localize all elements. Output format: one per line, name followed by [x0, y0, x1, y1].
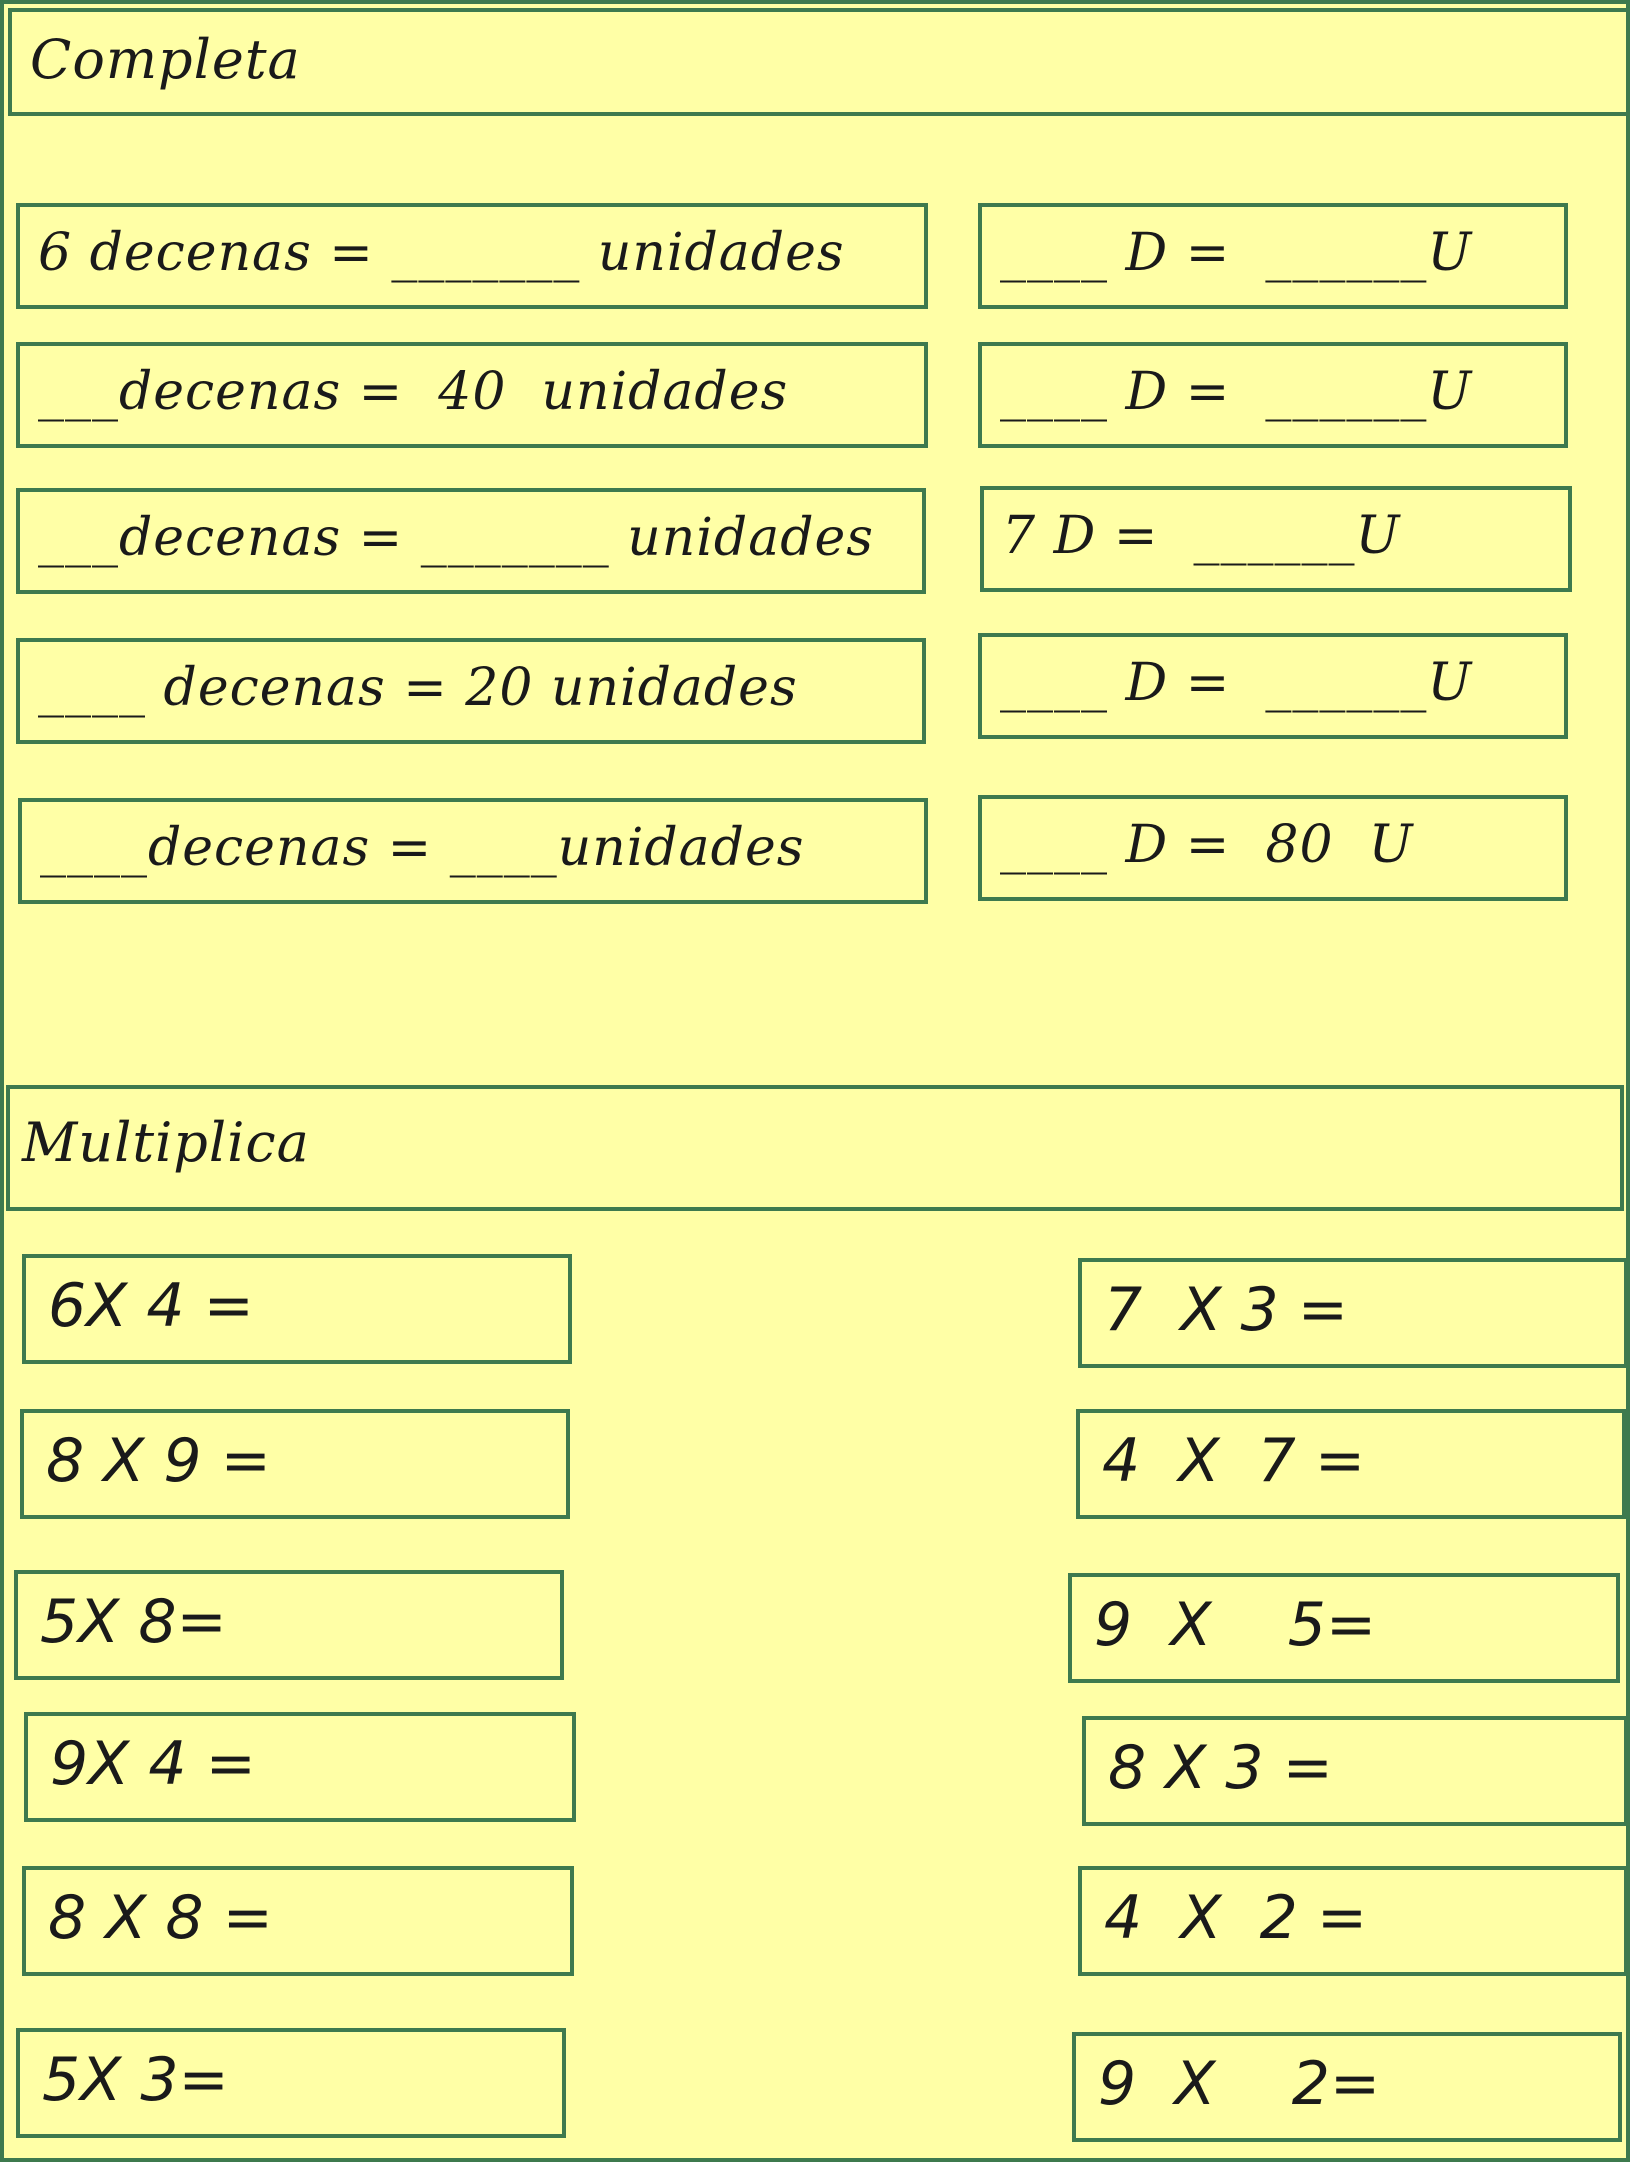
multiplication-exercise: 6X 4 = [22, 1254, 572, 1364]
multiplication-exercise: 7 X 3 = [1078, 1258, 1628, 1368]
completa-exercise: ___decenas = _______ unidades [16, 488, 926, 594]
multiplication-exercise: 8 X 3 = [1082, 1716, 1628, 1826]
multiplication-exercise: 9X 4 = [24, 1712, 576, 1822]
multiplication-exercise: 4 X 2 = [1078, 1866, 1628, 1976]
multiplication-exercise: 8 X 9 = [20, 1409, 570, 1519]
section-title-multiplica: Multiplica [22, 1111, 310, 1174]
multiplication-exercise: 5X 3= [16, 2028, 566, 2138]
completa-exercise: ____ D = ______U [978, 203, 1568, 309]
completa-exercise: ____ D = ______U [978, 342, 1568, 448]
section-title-completa: Completa [30, 28, 301, 91]
completa-exercise: ___decenas = 40 unidades [16, 342, 928, 448]
multiplication-exercise: 9 X 2= [1072, 2032, 1622, 2142]
completa-exercise: ____ D = ______U [978, 633, 1568, 739]
completa-exercise: ____ decenas = 20 unidades [16, 638, 926, 744]
multiplication-exercise: 4 X 7 = [1076, 1409, 1626, 1519]
completa-exercise: 6 decenas = _______ unidades [16, 203, 928, 309]
completa-exercise: ____ D = 80 U [978, 795, 1568, 901]
multiplication-exercise: 5X 8= [14, 1570, 564, 1680]
completa-exercise: 7 D = ______U [980, 486, 1572, 592]
multiplication-exercise: 9 X 5= [1068, 1573, 1620, 1683]
completa-exercise: ____decenas = ____unidades [18, 798, 928, 904]
multiplication-exercise: 8 X 8 = [22, 1866, 574, 1976]
section-header-multiplica [6, 1085, 1624, 1211]
section-header-completa [8, 8, 1630, 116]
